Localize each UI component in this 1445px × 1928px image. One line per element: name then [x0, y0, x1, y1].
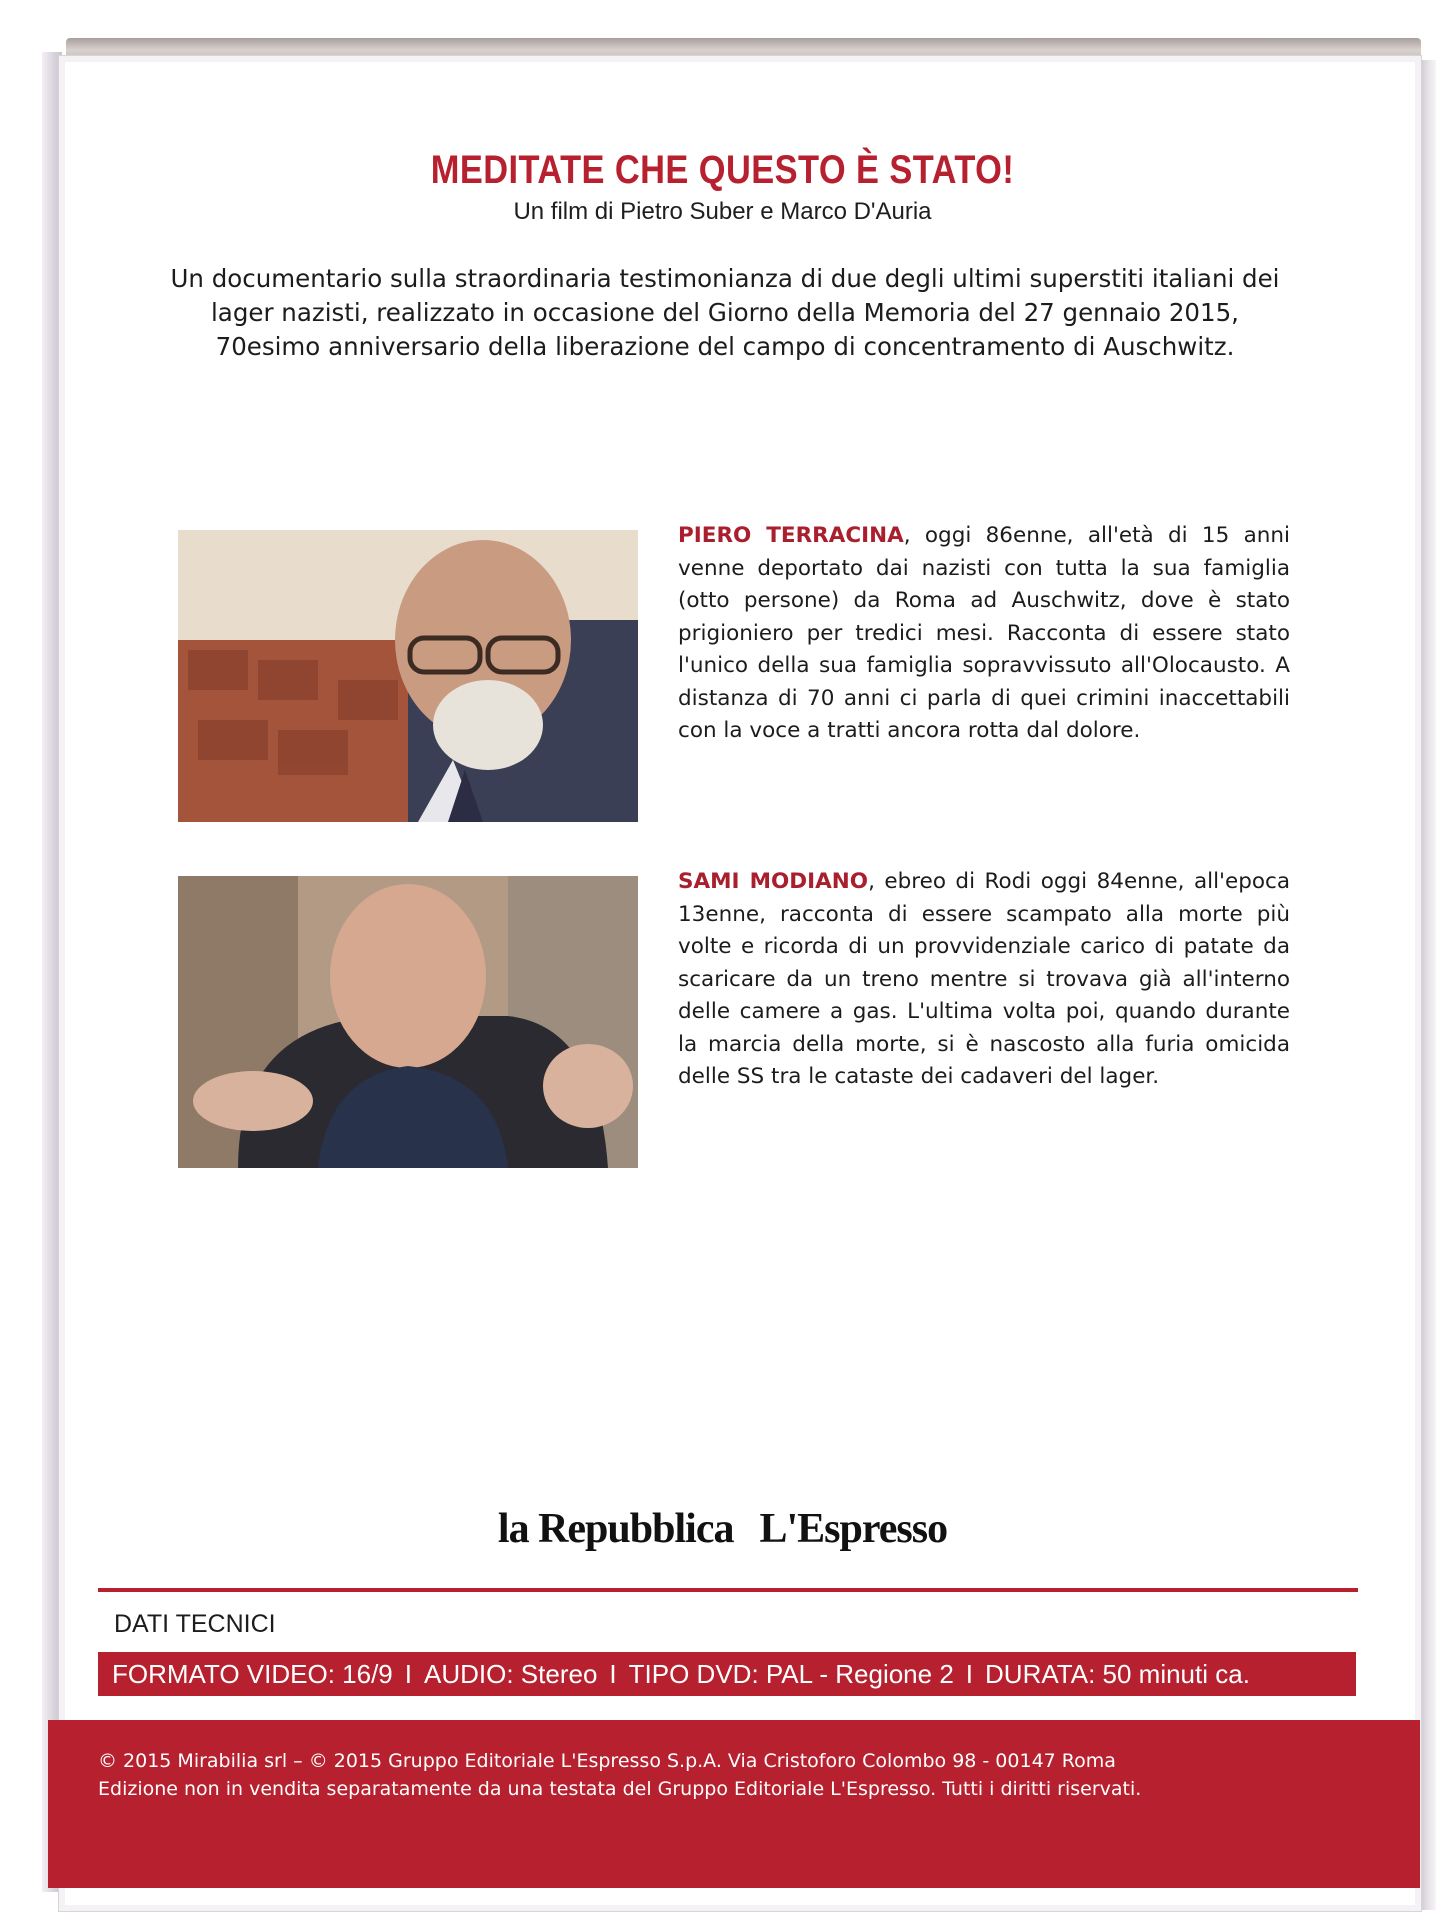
- witness-name: PIERO TERRACINA: [678, 523, 904, 548]
- publisher-logos: [0, 1505, 1445, 1553]
- divider-line: [98, 1588, 1358, 1592]
- film-title: MEDITATE CHE QUESTO È STATO!: [430, 148, 1015, 192]
- copyright-footer: [48, 1720, 1420, 1888]
- spec-duration: DURATA: 50 minuti ca.: [985, 1659, 1250, 1689]
- witness-text: , oggi 86enne, all'età di 15 anni venne deportato dai nazisti con tutta la sua famiglia (otto persone) da Roma ad Auschwitz, dove è stato prigioniero per tredici mesi. Racconta di essere stato l'unico della sua famiglia sopravvissuto all'Olocausto. A distanza di 70 anni ci parla di quei crimini inaccettabili con la voce a tratti ancora rotta dal dolore.: [678, 523, 1290, 743]
- spec-audio: AUDIO: Stereo: [424, 1659, 598, 1689]
- logo-lespresso: L'Espresso: [759, 1506, 948, 1552]
- tech-specs-bar: [98, 1652, 1356, 1696]
- bio-piero-terracina: [678, 520, 1290, 748]
- witness-text: , ebreo di Rodi oggi 84enne, all'epoca 13enne, racconta di essere scampato alla morte più volte e ricorda di un provvidenziale carico di patate da scaricare da un treno mentre si trovava già all'interno delle camere a gas. L'ultima volta poi, quando durante la marcia della morte, si è nascosto alla furia omicida delle SS tra le cataste dei cadaveri del lager.: [678, 869, 1290, 1089]
- spec-separator: I: [404, 1659, 413, 1689]
- intro-paragraph: Un documentario sulla straordinaria testimonianza di due degli ultimi superstiti italiani dei lager nazisti, realizzato in occasione del Giorno della Memoria del 27 gennaio 2015, 70esimo anniversario della liberazione del campo di concentramento di Auschwitz.: [170, 264, 1280, 361]
- photo-piero-terracina: [178, 530, 638, 822]
- logo-la-repubblica: la Repubblica: [497, 1506, 734, 1552]
- rights-line: Edizione non in vendita separatamente da una testata del Gruppo Editoriale L'Espresso. Tutti i diritti riservati.: [98, 1778, 1142, 1800]
- spec-dvd-type: TIPO DVD: PAL - Regione 2: [628, 1659, 954, 1689]
- spec-separator: I: [609, 1659, 617, 1689]
- copyright-line: © 2015 Mirabilia srl – © 2015 Gruppo Editoriale L'Espresso S.p.A. Via Cristoforo Colombo 98 - 00147 Roma: [98, 1750, 1116, 1772]
- portrait-illustration: [178, 530, 638, 822]
- spec-separator: I: [965, 1659, 974, 1689]
- film-subtitle: Un film di Pietro Suber e Marco D'Auria: [513, 198, 932, 225]
- spec-format: FORMATO VIDEO: 16/9: [112, 1659, 393, 1689]
- witness-name: SAMI MODIANO: [678, 869, 869, 894]
- bio-sami-modiano: [678, 866, 1290, 1094]
- photo-sami-modiano: [178, 876, 638, 1168]
- portrait-illustration: [178, 876, 638, 1168]
- tech-heading: DATI TECNICI: [114, 1610, 276, 1638]
